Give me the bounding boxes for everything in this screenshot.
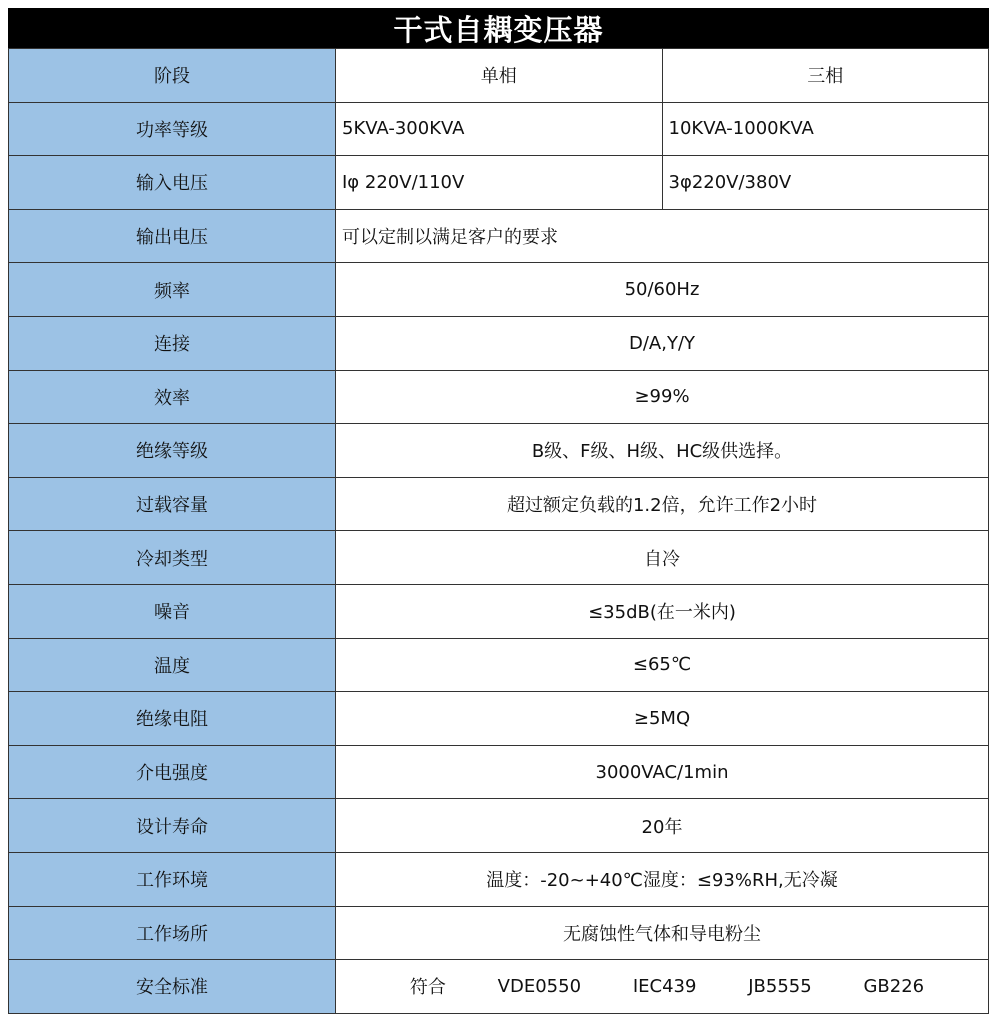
table-row (9, 370, 989, 424)
standard-item: GB226 (863, 975, 925, 997)
table-row (9, 316, 989, 370)
table-row (9, 906, 989, 960)
row-label-overload: 过载容量 (9, 477, 336, 531)
connection-value: D/A,Y/Y (336, 316, 989, 370)
row-label-environment: 工作环境 (9, 852, 336, 906)
standards-prefix: 符合 (409, 977, 446, 999)
spec-table (8, 48, 989, 1014)
table-row (9, 531, 989, 585)
overload-value: 超过额定负载的1.2倍，允许工作2小时 (336, 477, 989, 531)
frequency-value: 50/60Hz (336, 263, 989, 317)
dielectric-value: 3000VAC/1min (336, 745, 989, 799)
row-label-output-voltage: 输出电压 (9, 209, 336, 263)
table-row (9, 799, 989, 853)
table-row (9, 424, 989, 478)
row-label-lifetime: 设计寿命 (9, 799, 336, 853)
row-label-stage: 阶段 (9, 49, 336, 103)
lifetime-value: 20年 (336, 799, 989, 853)
standard-item: JB5555 (748, 975, 812, 997)
output-voltage-value: 可以定制以满足客户的要求 (336, 209, 989, 263)
row-label-cooling: 冷却类型 (9, 531, 336, 585)
table-title: 干式自耦变压器 (8, 8, 989, 48)
table-row (9, 263, 989, 317)
insulation-resistance-value: ≥5MQ (336, 692, 989, 746)
row-label-noise: 噪音 (9, 584, 336, 638)
noise-value: ≤35dB(在一米内) (336, 584, 989, 638)
table-row (9, 745, 989, 799)
table-row (9, 477, 989, 531)
row-label-standards: 安全标准 (9, 960, 336, 1014)
row-label-frequency: 频率 (9, 263, 336, 317)
spec-sheet (8, 8, 989, 1014)
table-row (9, 209, 989, 263)
input-voltage-three: 3φ220V/380V (662, 156, 989, 210)
table-row (9, 692, 989, 746)
temperature-value: ≤65℃ (336, 638, 989, 692)
row-label-connection: 连接 (9, 316, 336, 370)
table-row (9, 584, 989, 638)
row-label-insulation-class: 绝缘等级 (9, 424, 336, 478)
stage-three: 三相 (662, 49, 989, 103)
standards-list (344, 973, 980, 999)
input-voltage-single: Iφ 220V/110V (336, 156, 663, 210)
power-single: 5KVA-300KVA (336, 102, 663, 156)
location-value: 无腐蚀性气体和导电粉尘 (336, 906, 989, 960)
row-label-dielectric: 介电强度 (9, 745, 336, 799)
table-row (9, 156, 989, 210)
row-label-power: 功率等级 (9, 102, 336, 156)
table-row (9, 852, 989, 906)
row-label-efficiency: 效率 (9, 370, 336, 424)
row-label-input-voltage: 输入电压 (9, 156, 336, 210)
cooling-value: 自冷 (336, 531, 989, 585)
row-label-insulation-resistance: 绝缘电阻 (9, 692, 336, 746)
insulation-class-value: B级、F级、H级、HC级供选择。 (336, 424, 989, 478)
table-row (9, 49, 989, 103)
power-three: 10KVA-1000KVA (662, 102, 989, 156)
standards-cell (336, 960, 989, 1014)
standard-item: IEC439 (632, 975, 697, 997)
standard-item: VDE0550 (497, 975, 582, 997)
row-label-location: 工作场所 (9, 906, 336, 960)
table-row (9, 102, 989, 156)
table-row (9, 638, 989, 692)
table-row (9, 960, 989, 1014)
stage-single: 单相 (336, 49, 663, 103)
row-label-temperature: 温度 (9, 638, 336, 692)
environment-value: 温度：-20~+40℃湿度：≤93%RH,无冷凝 (336, 852, 989, 906)
efficiency-value: ≥99% (336, 370, 989, 424)
